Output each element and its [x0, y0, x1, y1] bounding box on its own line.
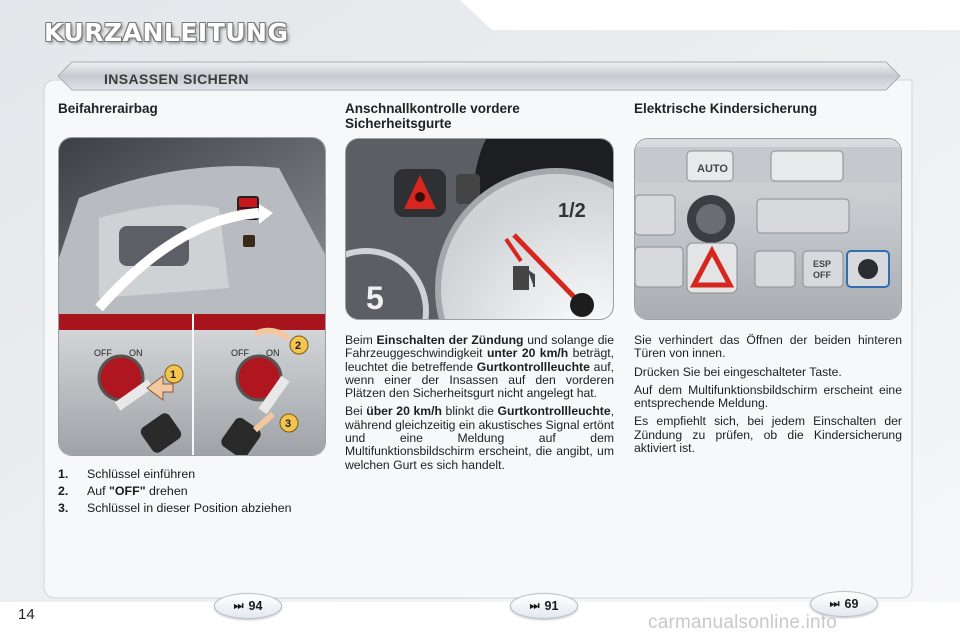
fast-forward-icon: ⏭ [529, 599, 540, 612]
esp-label-1: ESP [813, 259, 832, 269]
heading-anschnallkontrolle: Anschnallkontrolle vordere Sicherheitsgurte [345, 101, 520, 131]
fast-forward-icon: ⏭ [829, 597, 840, 610]
page-ref-94[interactable]: ⏭ 94 [214, 593, 282, 619]
section-banner: INSASSEN SICHERN [104, 71, 249, 87]
airbag-label-on-1: ON [129, 348, 143, 358]
center-console-photo [634, 138, 902, 320]
airbag-label-on-2: ON [266, 348, 280, 358]
step-2: 2. Auf "OFF" drehen [58, 484, 188, 498]
page-title: KURZANLEITUNG [44, 18, 289, 47]
airbag-switch-photo [58, 137, 326, 456]
callout-3: 3 [285, 418, 292, 430]
kindersicherung-text [634, 334, 902, 460]
kinder-paragraph-1: Sie verhindert das Öffnen der beiden hinteren Türen von innen. [634, 333, 902, 361]
watermark: carmanualsonline.info [648, 612, 838, 633]
page-ref-91[interactable]: ⏭ 91 [510, 593, 578, 619]
heading-kindersicherung: Elektrische Kindersicherung [634, 101, 818, 116]
heading-beifahrerairbag: Beifahrerairbag [58, 101, 158, 116]
anschnall-paragraph-2: Bei über 20 km/h blinkt die Gurtkontrollleuchte, während gleichzeitig ein akustisches Signal ertönt und eine Meldung auf dem Multifunktionsbildschirm erscheint, die angibt, um welchen Gurt es sich handelt. [345, 404, 614, 472]
airbag-label-off-2: OFF [231, 348, 249, 358]
callout-2: 2 [295, 340, 302, 352]
anschnall-paragraph-1: Beim Einschalten der Zündung und solange die Fahrzeuggeschwindigkeit unter 20 km/h beträgt, leuchtet die betreffende Gurtkontrollleuchte auf, wenn einer der Insassen auf den vorderen Plätzen den Sicherheitsgurt nicht angelegt hat. [345, 333, 615, 401]
child-lock-icon [858, 259, 878, 279]
svg-text:5: 5 [366, 280, 384, 316]
anschnall-text [345, 334, 614, 477]
airbag-steps [58, 467, 298, 518]
step-1: 1. Schlüssel einführen [58, 467, 196, 481]
kinder-paragraph-3: Auf dem Multifunktionsbildschirm erscheint eine entsprechende Meldung. [634, 382, 902, 411]
step-3: 3. Schlüssel in dieser Position abziehen [58, 501, 292, 515]
auto-button-label: AUTO [697, 163, 728, 175]
page-ref-69[interactable]: ⏭ 69 [810, 591, 878, 617]
gauge-half-label: 1/2 [558, 200, 586, 222]
callout-1: 1 [170, 369, 177, 381]
page-number: 14 [18, 606, 35, 623]
airbag-label-off-1: OFF [94, 348, 112, 358]
kinder-paragraph-2: Drücken Sie bei eingeschalteter Taste. [634, 364, 842, 379]
kinder-paragraph-4: Es empfiehlt sich, bei jedem Einschalten der Zündung zu prüfen, ob die Kindersicherung aktiviert ist. [634, 414, 902, 456]
instrument-cluster-photo [345, 138, 614, 320]
fast-forward-icon: ⏭ [233, 599, 244, 612]
esp-label-2: OFF [813, 270, 831, 280]
